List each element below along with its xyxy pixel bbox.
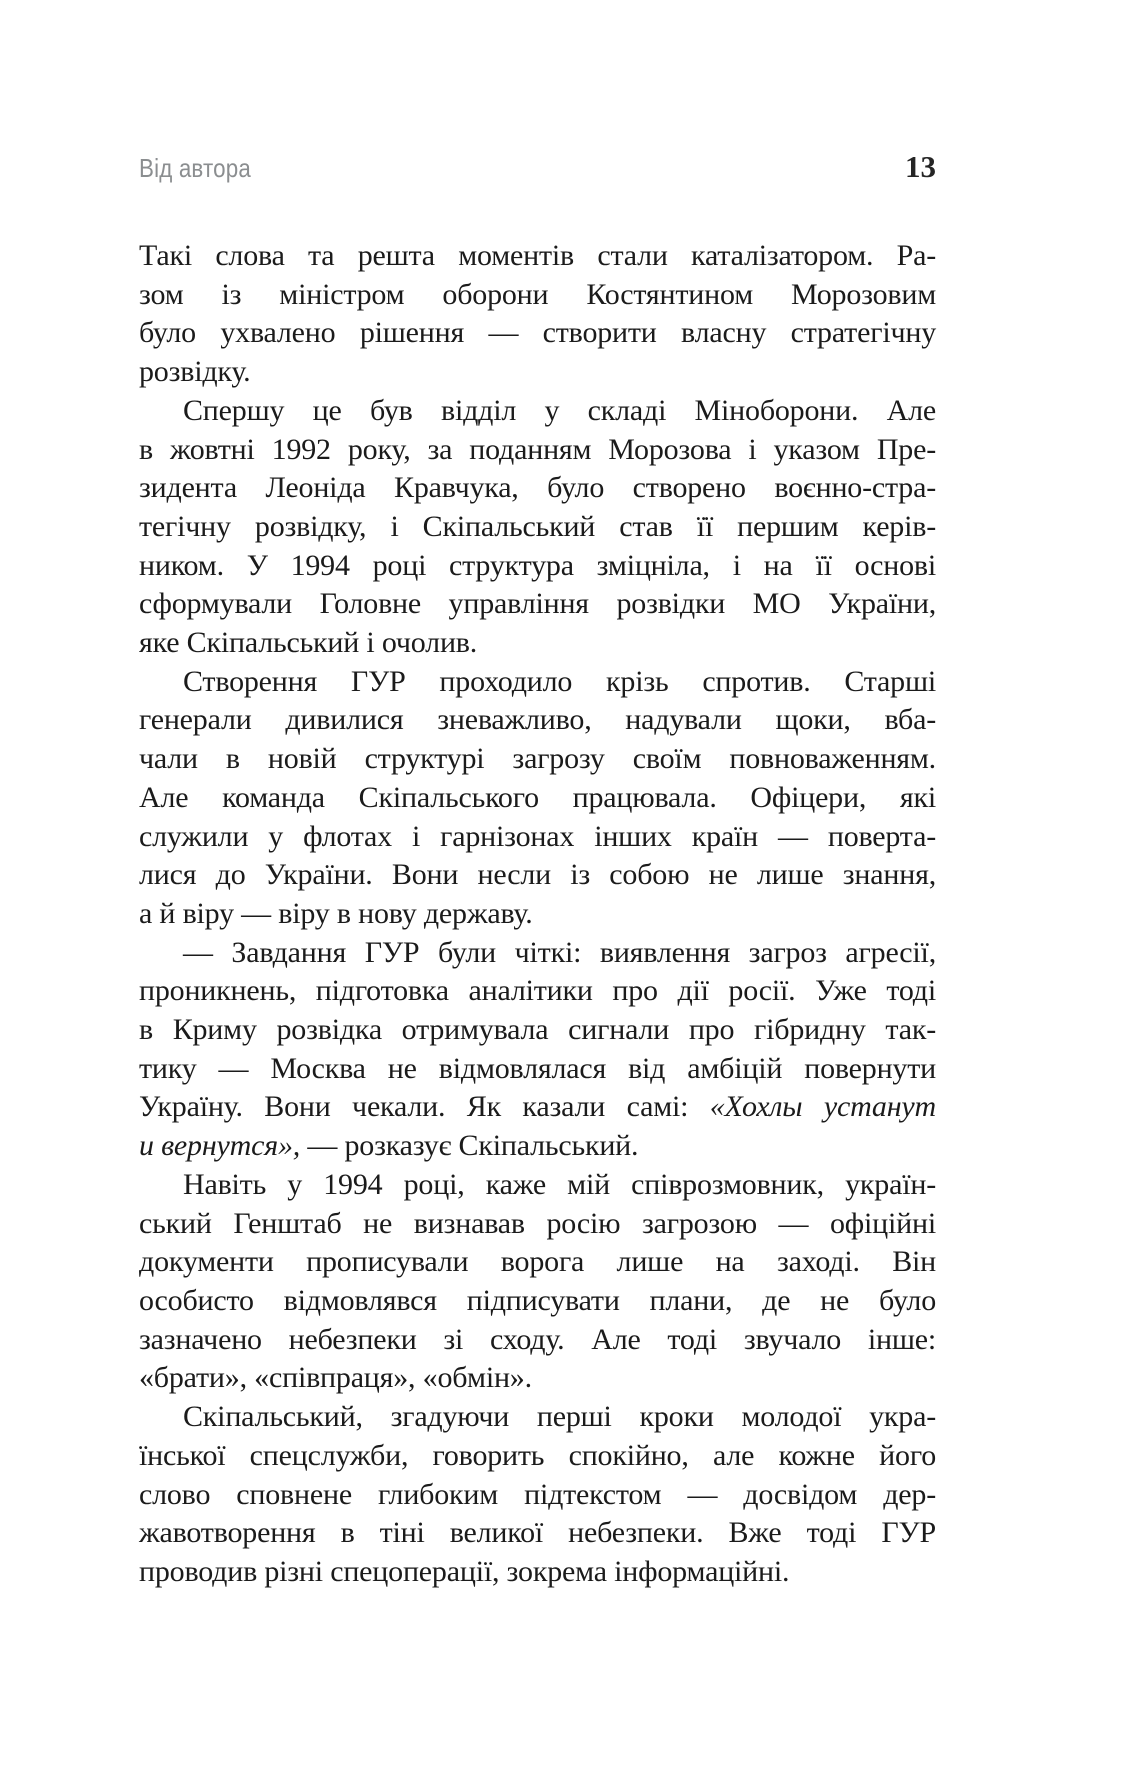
- text-line: [139, 508, 936, 547]
- text-line: [139, 1359, 936, 1398]
- text-line: [139, 1205, 936, 1244]
- text-segment: тику — Москва не відмовлялася від амбіцій повернути: [139, 1051, 936, 1085]
- text-line: [139, 1050, 936, 1089]
- paragraph: [139, 1398, 936, 1592]
- text-segment: Такі слова та решта моментів стали каталізатором. Ра-: [139, 239, 936, 272]
- paragraph: [139, 237, 936, 392]
- text-segment: проводив різні спецоперації, зокрема інформаційні.: [139, 1554, 790, 1588]
- text-segment: Україну. Вони чекали. Як казали самі:: [139, 1090, 710, 1124]
- page-header: [139, 150, 936, 186]
- text-segment: служили у флотах і гарнізонах інших країн — поверта-: [139, 819, 936, 853]
- text-segment: Але команда Скіпальського працювала. Офіцери, які: [139, 780, 936, 814]
- text-line: [139, 1127, 936, 1166]
- text-segment: зидента Леоніда Кравчука, було створено воєнно-стра-: [139, 471, 936, 505]
- text-line: [139, 1243, 936, 1282]
- paragraph: [139, 934, 936, 1166]
- text-segment: слово сповнене глибоким підтекстом — досвідом дер-: [139, 1477, 936, 1511]
- text-line: [139, 701, 936, 740]
- text-line: [139, 895, 936, 934]
- text-line: [139, 1088, 936, 1127]
- paragraph: [139, 392, 936, 663]
- text-line: [139, 624, 936, 663]
- body-text: [139, 237, 936, 1592]
- text-line: [139, 237, 936, 276]
- text-line: [139, 1282, 936, 1321]
- text-segment: — розказує Скіпальський.: [300, 1129, 639, 1163]
- text-segment: яке Скіпальський і очолив.: [139, 626, 478, 660]
- text-segment: було ухвалено рішення — створити власну стратегічну: [139, 316, 936, 350]
- text-segment: особисто відмовлявся підписувати плани, де не було: [139, 1283, 936, 1317]
- italic-text-segment: и вернутся»,: [139, 1129, 301, 1163]
- running-title: Від автора: [139, 153, 251, 183]
- text-line: [139, 818, 936, 857]
- page-number: 13: [905, 149, 936, 184]
- text-line: [139, 779, 936, 818]
- text-line: [139, 1321, 936, 1360]
- text-line: [139, 1011, 936, 1050]
- paragraph: [139, 663, 936, 934]
- text-line: [139, 392, 936, 431]
- text-segment: Навіть у 1994 році, каже мій співрозмовник, україн-: [183, 1167, 936, 1201]
- text-segment: зом із міністром оборони Костянтином Морозовим: [139, 277, 936, 311]
- text-segment: їнської спецслужби, говорить спокійно, але кожне його: [139, 1438, 936, 1472]
- text-segment: ником. У 1994 році структура зміцніла, і на її основі: [139, 548, 936, 582]
- text-line: [139, 1476, 936, 1515]
- text-segment: документи прописували ворога лише на заході. Він: [139, 1245, 936, 1279]
- text-line: [139, 547, 936, 586]
- text-segment: — Завдання ГУР були чіткі: виявлення загроз агресії,: [183, 935, 936, 969]
- paragraph: [139, 1166, 936, 1398]
- text-segment: розвідку.: [139, 355, 251, 389]
- text-segment: Скіпальський, згадуючи перші кроки молодої укра-: [183, 1400, 936, 1434]
- text-line: [139, 469, 936, 508]
- text-segment: чали в новій структурі загрозу своїм повноваженням.: [139, 742, 936, 776]
- text-line: [139, 1553, 936, 1592]
- text-segment: лися до України. Вони несли із собою не лише знання,: [139, 858, 936, 892]
- text-line: [139, 1398, 936, 1437]
- text-segment: Створення ГУР проходило крізь спротив. Старші: [183, 664, 936, 698]
- text-segment: сформували Головне управління розвідки МО України,: [139, 587, 936, 621]
- text-segment: тегічну розвідку, і Скіпальський став її першим керів-: [139, 509, 936, 543]
- text-segment: зазначено небезпеки зі сходу. Але тоді звучало інше:: [139, 1322, 936, 1356]
- text-line: [139, 314, 936, 353]
- text-line: [139, 585, 936, 624]
- text-line: [139, 1514, 936, 1553]
- text-line: [139, 856, 936, 895]
- text-segment: жавотворення в тіні великої небезпеки. Вже тоді ГУР: [139, 1516, 936, 1550]
- text-segment: а й віру — віру в нову державу.: [139, 896, 533, 930]
- text-segment: ський Генштаб не визнавав росію загрозою — офіційні: [139, 1206, 936, 1240]
- text-segment: в Криму розвідка отримувала сигнали про гібридну так-: [139, 1013, 936, 1047]
- text-line: [139, 1166, 936, 1205]
- text-line: [139, 353, 936, 392]
- text-segment: генерали дивилися зневажливо, надували щоки, вба-: [139, 703, 936, 737]
- text-line: [139, 972, 936, 1011]
- text-segment: проникнень, підготовка аналітики про дії росії. Уже тоді: [139, 974, 936, 1008]
- text-line: [139, 276, 936, 315]
- text-line: [139, 934, 936, 973]
- text-line: [139, 1437, 936, 1476]
- text-line: [139, 431, 936, 470]
- text-segment: «брати», «співпраця», «обмін».: [139, 1361, 532, 1395]
- text-line: [139, 663, 936, 702]
- text-line: [139, 740, 936, 779]
- text-segment: Спершу це був відділ у складі Міноборони. Але: [183, 393, 936, 427]
- italic-text-segment: «Хохлы устанут: [709, 1090, 936, 1124]
- text-segment: в жовтні 1992 року, за поданням Морозова і указом Пре-: [139, 432, 936, 466]
